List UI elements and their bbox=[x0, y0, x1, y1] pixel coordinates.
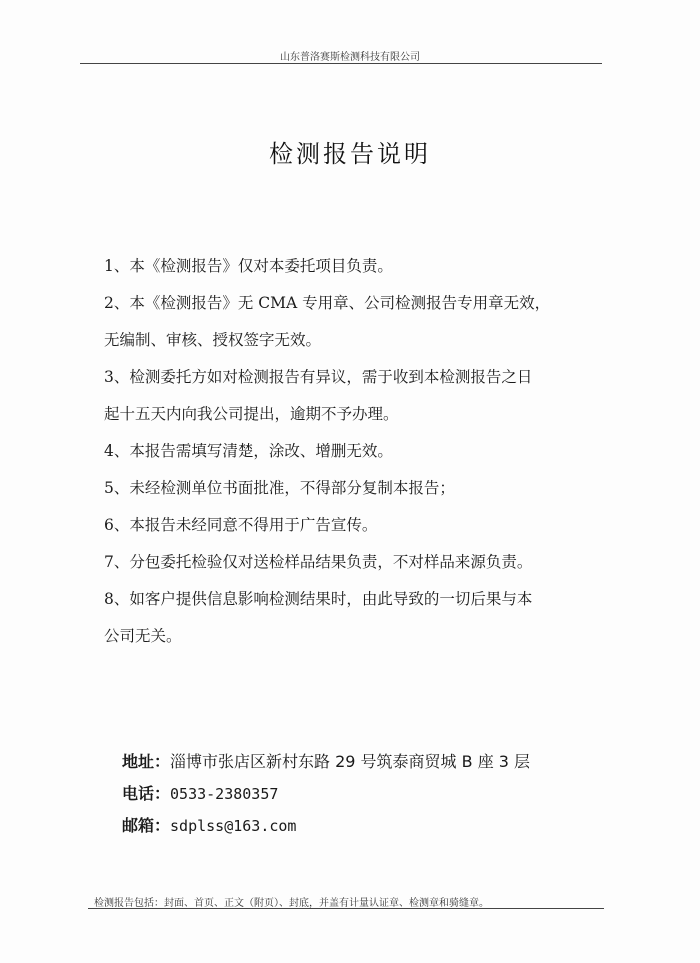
footer-divider bbox=[88, 908, 604, 909]
email-row bbox=[122, 810, 602, 842]
term-item bbox=[104, 507, 614, 544]
terms-list bbox=[104, 248, 614, 655]
term-item bbox=[104, 581, 614, 655]
header-divider bbox=[80, 63, 602, 64]
header-company-name: 山东普洛赛斯检测科技有限公司 bbox=[280, 52, 420, 63]
term-line: 起十五天内向我公司提出，逾期不予办理。 bbox=[104, 405, 399, 423]
email-label: 邮箱： bbox=[122, 816, 171, 835]
contact-block bbox=[122, 746, 602, 842]
term-line: 无编制、审核、授权签字无效。 bbox=[104, 331, 322, 349]
phone-label: 电话： bbox=[122, 784, 171, 803]
term-line: 5、未经检测单位书面批准，不得部分复制本报告； bbox=[104, 479, 455, 497]
address-value: 淄博市张店区新村东路 29 号筑泰商贸城 B 座 3 层 bbox=[170, 752, 531, 771]
term-line: 1、本《检测报告》仅对本委托项目负责。 bbox=[104, 257, 393, 275]
term-line: 6、本报告未经同意不得用于广告宣传。 bbox=[104, 516, 378, 534]
term-line: 8、如客户提供信息影响检测结果时，由此导致的一切后果与本 bbox=[104, 590, 533, 608]
address-row bbox=[122, 746, 602, 778]
footer-note: 检测报告包括：封面、首页、正文（附页）、封底，并盖有计量认证章、检测章和骑缝章。 bbox=[94, 898, 489, 909]
phone-value: 0533-2380357 bbox=[170, 785, 279, 803]
phone-row bbox=[122, 778, 602, 810]
term-item bbox=[104, 433, 614, 470]
term-line: 公司无关。 bbox=[104, 627, 182, 645]
term-line: 4、本报告需填写清楚，涂改、增删无效。 bbox=[104, 442, 393, 460]
page-title: 检测报告说明 bbox=[269, 140, 431, 168]
term-item bbox=[104, 285, 614, 359]
email-value: sdplss@163.com bbox=[170, 817, 297, 835]
term-line: 7、分包委托检验仅对送检样品结果负责，不对样品来源负责。 bbox=[104, 553, 533, 571]
term-item bbox=[104, 470, 614, 507]
term-item bbox=[104, 248, 614, 285]
address-label: 地址： bbox=[122, 752, 171, 771]
term-item bbox=[104, 359, 614, 433]
term-item bbox=[104, 544, 614, 581]
term-line: 2、本《检测报告》无 CMA 专用章、公司检测报告专用章无效， bbox=[104, 294, 551, 312]
term-line: 3、检测委托方如对检测报告有异议，需于收到本检测报告之日 bbox=[104, 368, 533, 386]
